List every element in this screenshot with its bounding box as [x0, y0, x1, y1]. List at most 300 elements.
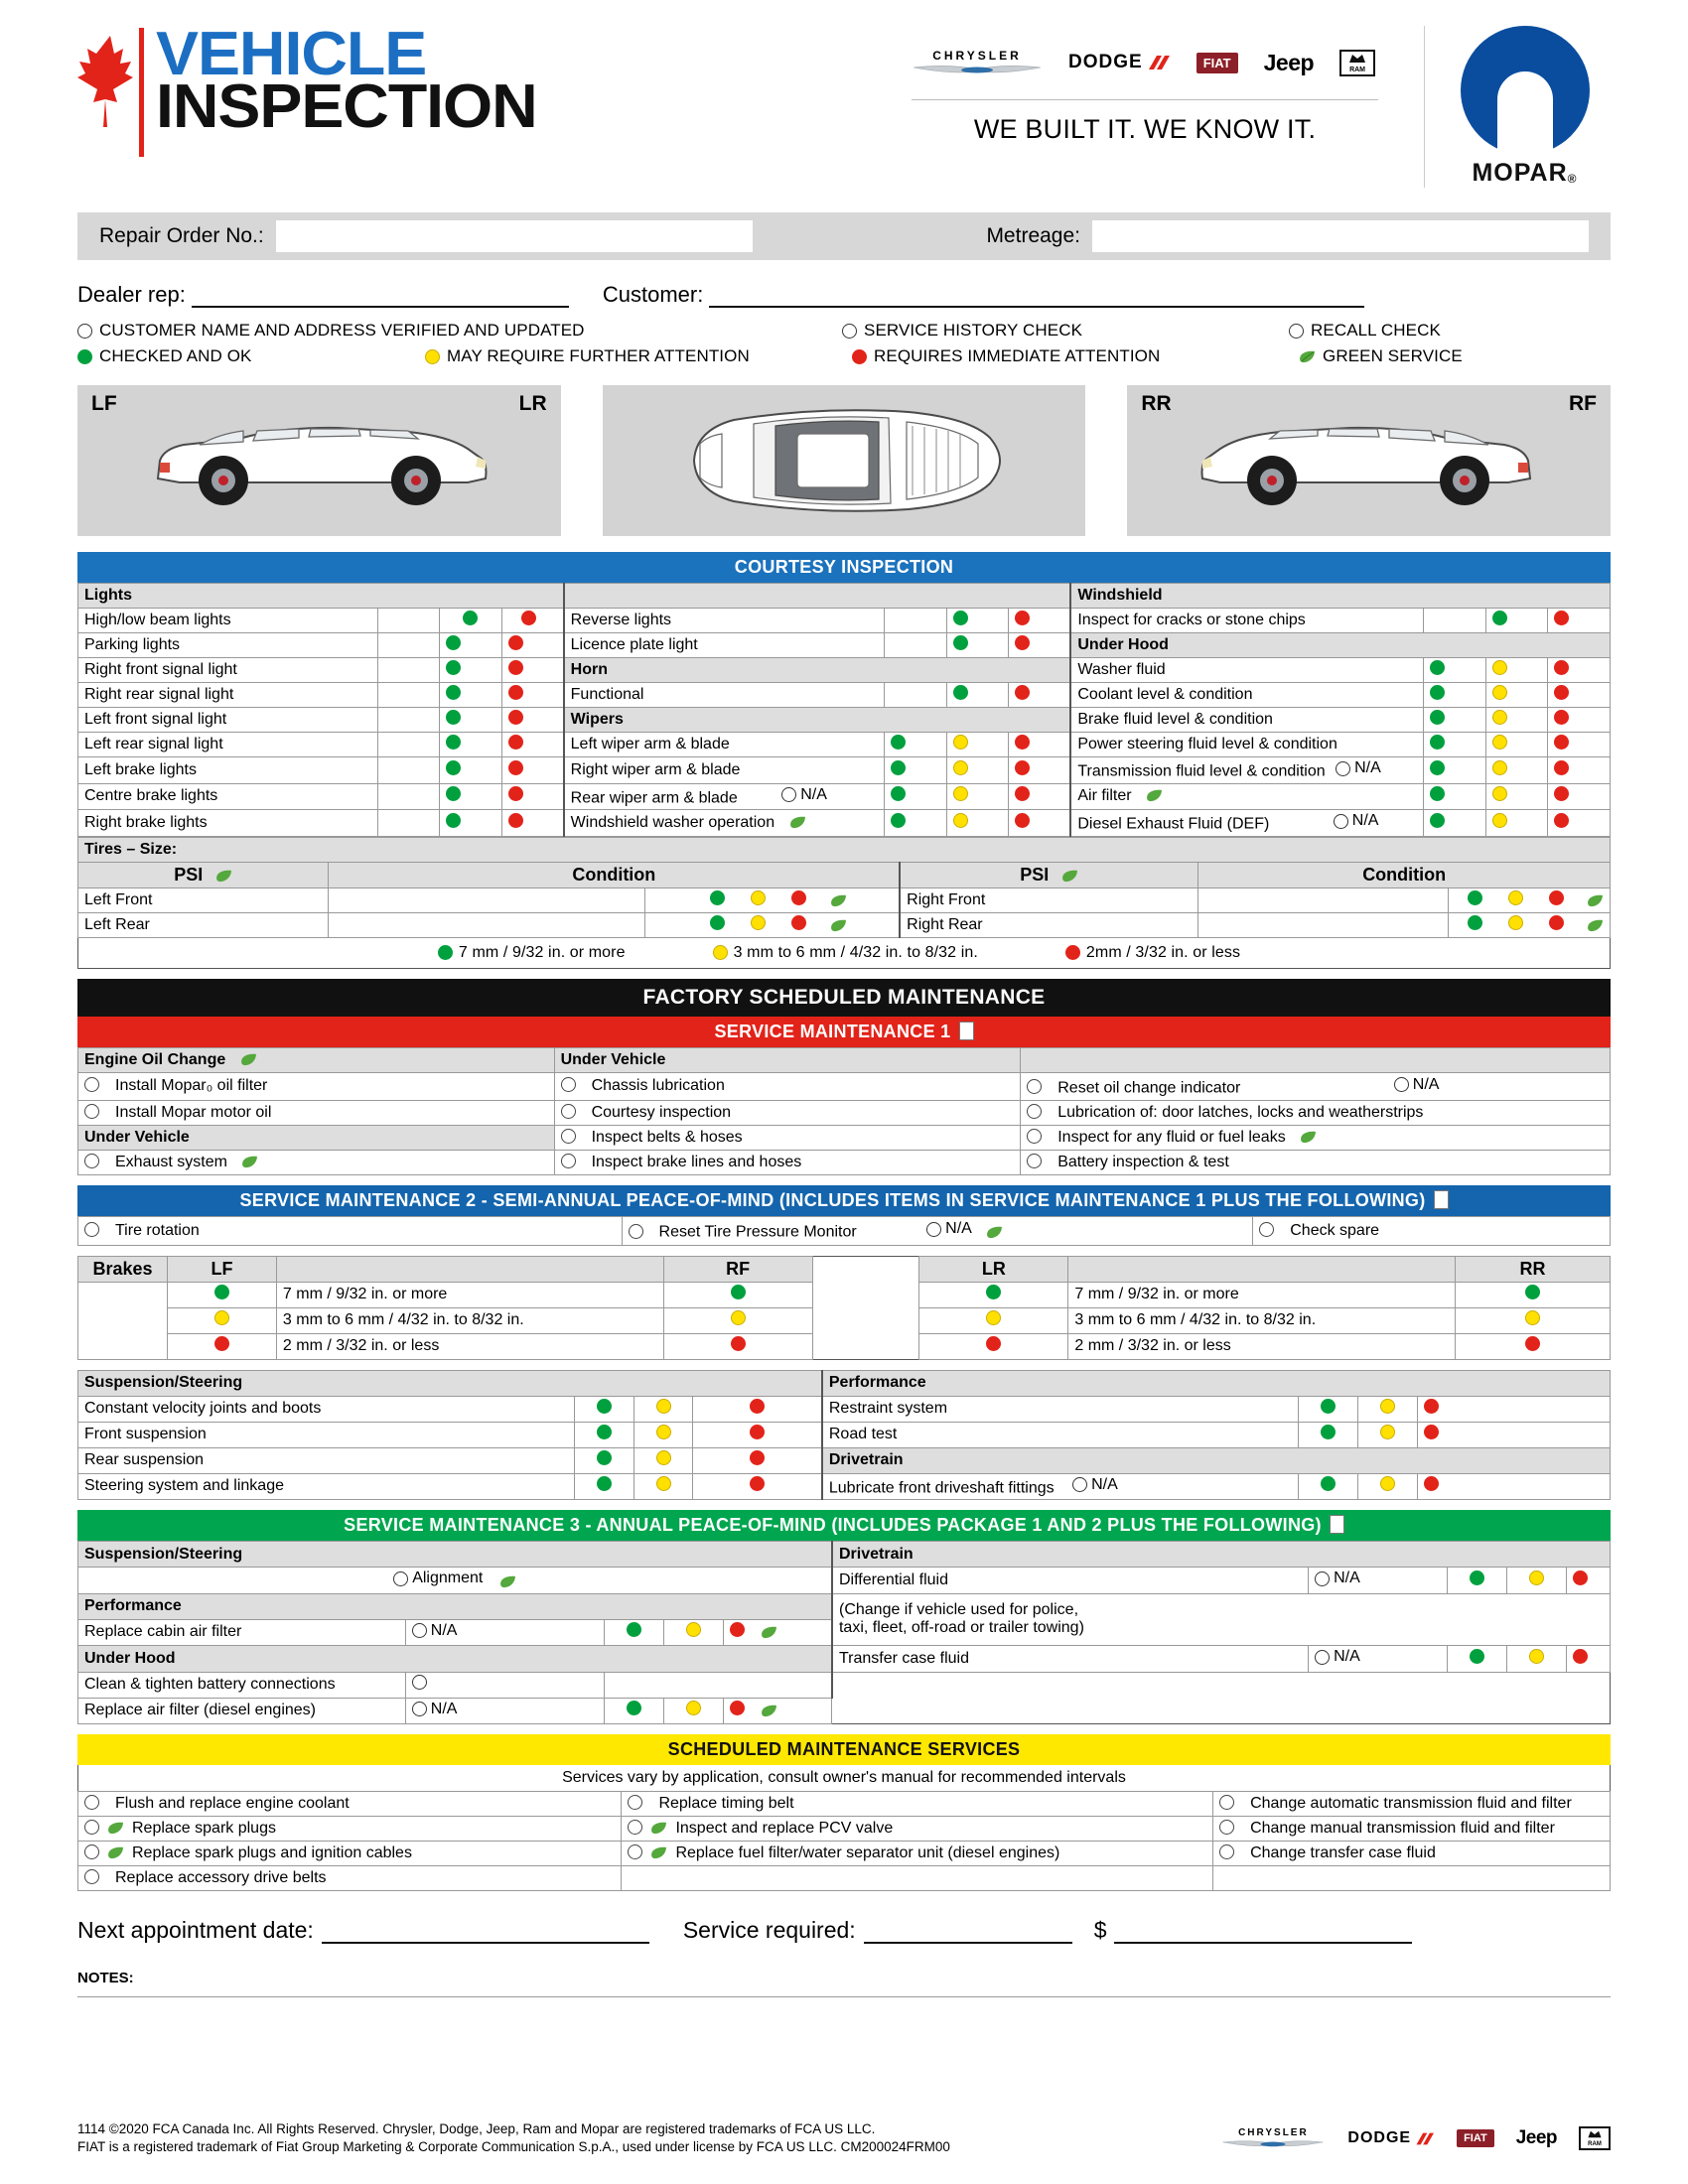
legend-may-require: MAY REQUIRE FURTHER ATTENTION	[425, 346, 842, 366]
metreage-label: Metreage:	[986, 224, 1080, 247]
sm3-item-battery-connections: Clean & tighten battery connections	[78, 1672, 406, 1698]
sm1-item-lubrication-latches[interactable]: Lubrication of: door latches, locks and weatherstrips	[1021, 1101, 1611, 1126]
status-red[interactable]	[1009, 757, 1070, 784]
status-red[interactable]	[693, 1447, 822, 1473]
status-red[interactable]	[1418, 1422, 1611, 1447]
brake-scale-green-left: 7 mm / 9/32 in. or more	[276, 1282, 663, 1307]
brake-scale-red-left: 2 mm / 3/32 in. or less	[276, 1333, 663, 1359]
legend-recall-check[interactable]: RECALL CHECK	[1289, 321, 1441, 341]
status-red[interactable]	[1009, 810, 1070, 837]
status-green[interactable]	[1424, 658, 1485, 683]
radio-unchecked-icon[interactable]	[842, 324, 857, 339]
brake-lf-red[interactable]	[167, 1333, 276, 1359]
status-yellow	[1508, 890, 1523, 905]
tire-psi-left-rear[interactable]	[329, 912, 645, 937]
na-option: Alignment	[393, 1570, 483, 1587]
dealer-customer-row	[77, 282, 1611, 308]
green-leaf-icon	[1061, 870, 1078, 883]
service-maintenance-2-title: SERVICE MAINTENANCE 2 - SEMI-ANNUAL PEACE-OF-MIND (INCLUDES ITEMS IN SERVICE MAINTENANCE 1 PLUS THE FOLLOWING)	[77, 1185, 1611, 1216]
status-yellow[interactable]	[946, 733, 1008, 757]
status-green[interactable]	[574, 1422, 633, 1447]
radio-unchecked-icon	[84, 1222, 99, 1237]
row-front-suspension: Front suspension	[78, 1422, 575, 1447]
status-red[interactable]	[501, 633, 563, 658]
status-red-and-leaf[interactable]	[723, 1698, 832, 1724]
tires-table	[77, 837, 1611, 938]
sm3-item-alignment[interactable]	[78, 1568, 832, 1594]
status-green[interactable]	[440, 683, 501, 708]
na-option[interactable]: N/A	[926, 1220, 972, 1238]
status-red[interactable]	[1418, 1396, 1611, 1422]
sm2-item-check-spare[interactable]: Check spare	[1253, 1217, 1611, 1246]
tire-condition-left-front[interactable]	[645, 887, 901, 912]
service-required-input[interactable]	[864, 1920, 1072, 1944]
radio-unchecked-icon	[1219, 1795, 1234, 1810]
status-red[interactable]	[1009, 733, 1070, 757]
tire-psi-right-front[interactable]	[1198, 887, 1448, 912]
title-block	[77, 20, 537, 157]
row-high-low-beam: High/low beam lights	[78, 609, 378, 633]
status-red[interactable]	[1548, 783, 1611, 810]
service-maintenance-3-title: SERVICE MAINTENANCE 3 - ANNUAL PEACE-OF-MIND (INCLUDES PACKAGE 1 AND 2 PLUS THE FOLLOWING)	[77, 1510, 1611, 1541]
legend-requires-immediate: REQUIRES IMMEDIATE ATTENTION	[852, 346, 1289, 366]
status-red[interactable]	[1009, 783, 1070, 810]
repair-order-bar	[77, 212, 1611, 260]
brakes-table	[77, 1256, 1611, 1360]
status-yellow[interactable]	[1485, 683, 1547, 708]
sched-item-spark-plugs-cables[interactable]: Replace spark plugs and ignition cables	[78, 1842, 622, 1866]
status-green	[1468, 915, 1482, 930]
brake-rr-red[interactable]	[1456, 1333, 1611, 1359]
green-leaf-icon	[1300, 1131, 1317, 1144]
ram-logo: RAM	[1339, 50, 1375, 76]
corner-label-rr: RR	[1141, 392, 1172, 415]
green-leaf-icon	[499, 1575, 516, 1588]
sm1-item-oil-filter[interactable]: Install Mopar₀ oil filter	[78, 1072, 555, 1101]
service-maintenance-1-title: SERVICE MAINTENANCE 1	[77, 1017, 1611, 1047]
dealer-rep-input[interactable]	[192, 284, 569, 308]
status-green[interactable]	[1448, 1568, 1507, 1594]
tread-key-yellow: 3 mm to 6 mm / 4/32 in. to 8/32 in.	[713, 944, 978, 962]
green-status-icon	[438, 945, 453, 960]
radio-unchecked-icon	[84, 1844, 99, 1859]
repair-order-input[interactable]	[276, 220, 753, 252]
row-coolant-level: Coolant level & condition	[1070, 683, 1424, 708]
status-yellow[interactable]	[1485, 757, 1547, 784]
sm3-group-suspension-steering: Suspension/Steering	[78, 1542, 832, 1568]
status-red[interactable]	[501, 609, 563, 633]
status-green[interactable]	[440, 609, 501, 633]
green-leaf-icon	[1587, 919, 1604, 932]
sm3-differential-note: (Change if vehicle used for police, taxi, fleet, off-road or trailer towing)	[832, 1593, 1611, 1646]
scheduled-maintenance-table	[77, 1791, 1611, 1891]
sched-item-manual-trans-fluid[interactable]: Change manual transmission fluid and filter	[1213, 1817, 1611, 1842]
status-red[interactable]	[1009, 633, 1070, 658]
status-green[interactable]	[440, 783, 501, 810]
sm1-item-inspect-belts[interactable]: Inspect belts & hoses	[554, 1126, 1021, 1151]
tire-condition-left-rear[interactable]	[645, 912, 901, 937]
status-red[interactable]	[1418, 1473, 1611, 1500]
status-red[interactable]	[1548, 810, 1611, 837]
dodge-logo: DODGE	[1068, 52, 1171, 73]
status-green[interactable]	[1424, 810, 1485, 837]
status-red	[791, 890, 806, 905]
sm1-item-brake-lines[interactable]: Inspect brake lines and hoses	[554, 1151, 1021, 1175]
tread-key-red: 2mm / 3/32 in. or less	[1065, 944, 1240, 962]
na-option-differential[interactable]: N/A	[1309, 1568, 1448, 1594]
green-leaf-icon	[830, 919, 847, 932]
status-green[interactable]	[1424, 683, 1485, 708]
radio-unchecked-icon	[628, 1795, 642, 1810]
page-title-line1: VEHICLE	[156, 20, 427, 88]
sm1-item-courtesy-inspection[interactable]: Courtesy inspection	[554, 1101, 1021, 1126]
status-red[interactable]	[501, 810, 563, 837]
group-lights: Lights	[78, 584, 564, 609]
customer-input[interactable]	[709, 284, 1364, 308]
status-red[interactable]	[1548, 683, 1611, 708]
radio-unchecked-icon	[926, 1222, 941, 1237]
status-green[interactable]	[946, 633, 1008, 658]
sm2-item-reset-tpm[interactable]: Reset Tire Pressure Monitor N/A	[622, 1217, 1253, 1246]
group-suspension-steering: Suspension/Steering	[78, 1370, 822, 1396]
status-yellow[interactable]	[946, 757, 1008, 784]
status-red[interactable]	[501, 783, 563, 810]
status-yellow[interactable]	[1485, 783, 1547, 810]
status-green[interactable]	[1424, 783, 1485, 810]
status-red[interactable]	[1548, 609, 1611, 633]
row-right-brake-lights: Right brake lights	[78, 810, 378, 837]
green-leaf-icon	[650, 1822, 667, 1835]
status-yellow	[751, 915, 766, 930]
brakes-col-lf: LF	[167, 1256, 276, 1282]
radio-unchecked-icon	[1027, 1154, 1042, 1168]
brake-lr-yellow[interactable]	[919, 1307, 1068, 1333]
radio-unchecked-icon	[1219, 1820, 1234, 1835]
radio-unchecked-icon	[1315, 1650, 1330, 1665]
status-red[interactable]	[501, 683, 563, 708]
tire-psi-left-front[interactable]	[329, 887, 645, 912]
legend-customer-verified[interactable]: CUSTOMER NAME AND ADDRESS VERIFIED AND UPDATED	[77, 321, 832, 341]
scheduled-maintenance-title: SCHEDULED MAINTENANCE SERVICES	[77, 1734, 1611, 1765]
na-option-transfer[interactable]: N/A	[1309, 1646, 1448, 1673]
radio-unchecked-icon	[1027, 1129, 1042, 1144]
status-yellow[interactable]	[946, 810, 1008, 837]
service-maintenance-1-table	[77, 1047, 1611, 1176]
brakes-label: Brakes	[78, 1256, 168, 1282]
brakes-col-lr: LR	[919, 1256, 1068, 1282]
na-option[interactable]: N/A	[1072, 1476, 1118, 1494]
green-leaf-icon	[107, 1846, 124, 1859]
status-green[interactable]	[1299, 1422, 1358, 1447]
tire-row-right-rear: Right Rear	[900, 912, 1198, 937]
customer-label: Customer:	[602, 282, 704, 307]
radio-unchecked-icon	[1072, 1477, 1087, 1492]
sched-item-fuel-filter[interactable]: Replace fuel filter/water separator unit (diesel engines)	[622, 1842, 1213, 1866]
status-green[interactable]	[440, 733, 501, 757]
status-green[interactable]	[440, 810, 501, 837]
na-option[interactable]: N/A	[1394, 1076, 1440, 1094]
metreage-input[interactable]	[1092, 220, 1589, 252]
status-yellow[interactable]	[1485, 708, 1547, 733]
brake-lf-green[interactable]	[167, 1282, 276, 1307]
status-red[interactable]	[1566, 1646, 1610, 1673]
sm3-group-drivetrain: Drivetrain	[832, 1542, 1611, 1568]
service-maintenance-2-table	[77, 1216, 1611, 1246]
status-red[interactable]	[1548, 658, 1611, 683]
sched-item-transfer-case-fluid[interactable]: Change transfer case fluid	[1213, 1842, 1611, 1866]
radio-unchecked-icon	[561, 1129, 576, 1144]
status-green[interactable]	[946, 609, 1008, 633]
sm1-item-motor-oil[interactable]: Install Mopar motor oil	[78, 1101, 555, 1126]
status-green[interactable]	[574, 1396, 633, 1422]
status-legend	[77, 318, 1611, 369]
row-reverse-lights: Reverse lights	[564, 609, 885, 633]
yellow-status-icon	[425, 349, 440, 364]
status-yellow[interactable]	[1507, 1646, 1567, 1673]
condition-header-right: Condition	[1198, 862, 1611, 887]
sm1-item-chassis-lubrication[interactable]: Chassis lubrication	[554, 1072, 1021, 1101]
vehicle-view-top	[603, 385, 1086, 536]
fiat-logo: FIAT	[1196, 53, 1238, 73]
status-green[interactable]	[1299, 1473, 1358, 1500]
status-green	[710, 915, 725, 930]
status-yellow[interactable]	[633, 1447, 693, 1473]
radio-unchecked-icon	[393, 1571, 408, 1586]
row-def: Diesel Exhaust Fluid (DEF) N/A	[1070, 810, 1424, 837]
notes-input[interactable]	[77, 1996, 1611, 1997]
brake-rf-green[interactable]	[663, 1282, 812, 1307]
group-drivetrain: Drivetrain	[822, 1447, 1611, 1473]
sm1-group-engine-oil-change: Engine Oil Change	[78, 1047, 555, 1072]
brake-lr-green[interactable]	[919, 1282, 1068, 1307]
factory-maintenance-title: FACTORY SCHEDULED MAINTENANCE	[77, 979, 1611, 1017]
status-green	[710, 890, 725, 905]
status-red[interactable]	[1548, 757, 1611, 784]
green-leaf-icon	[107, 1822, 124, 1835]
vehicle-side-view-right-icon	[1191, 401, 1548, 520]
radio-unchecked-icon	[1219, 1844, 1234, 1859]
footer-brand-logos	[1220, 2126, 1611, 2150]
brakes-col-rr: RR	[1456, 1256, 1611, 1282]
status-green	[1468, 890, 1482, 905]
group-wipers: Wipers	[564, 708, 1071, 733]
chrysler-logo-footer: CHRYSLER	[1220, 2127, 1326, 2149]
status-red-and-leaf[interactable]	[723, 1619, 832, 1646]
status-red[interactable]	[501, 733, 563, 757]
vehicle-view-left	[77, 385, 561, 536]
na-option[interactable]: N/A	[1334, 812, 1379, 830]
radio-unchecked-icon	[84, 1869, 99, 1884]
brake-rr-yellow[interactable]	[1456, 1307, 1611, 1333]
radio-unchecked-icon	[561, 1077, 576, 1092]
sm1-group-under-vehicle-left: Under Vehicle	[78, 1126, 555, 1151]
row-right-wiper: Right wiper arm & blade	[564, 757, 885, 784]
sm1-item-reset-oil-indicator[interactable]: Reset oil change indicator N/A	[1021, 1072, 1611, 1101]
status-green[interactable]	[574, 1473, 633, 1500]
status-red[interactable]	[1548, 708, 1611, 733]
status-red[interactable]	[693, 1396, 822, 1422]
radio-unchecked-icon	[84, 1795, 99, 1810]
status-red[interactable]	[1548, 733, 1611, 757]
status-green[interactable]	[440, 757, 501, 784]
sm2-checkbox[interactable]	[1434, 1190, 1449, 1209]
radio-unchecked-icon	[84, 1154, 99, 1168]
status-green[interactable]	[440, 633, 501, 658]
status-green[interactable]	[574, 1447, 633, 1473]
next-appointment-input[interactable]	[322, 1920, 649, 1944]
status-red[interactable]	[1566, 1568, 1610, 1594]
row-centre-brake-lights: Centre brake lights	[78, 783, 378, 810]
sched-item-pcv-valve[interactable]: Inspect and replace PCV valve	[622, 1817, 1213, 1842]
green-leaf-icon	[215, 870, 232, 883]
radio-unchecked-icon	[84, 1820, 99, 1835]
status-yellow	[751, 890, 766, 905]
status-yellow[interactable]	[1358, 1422, 1418, 1447]
courtesy-inspection-table	[77, 583, 1611, 837]
status-red[interactable]	[1009, 683, 1070, 708]
sm3-item-replace-air-filter: Replace air filter (diesel engines)	[78, 1698, 406, 1724]
status-red[interactable]	[693, 1473, 822, 1500]
corner-label-lf: LF	[91, 392, 117, 415]
status-green[interactable]	[946, 683, 1008, 708]
status-green[interactable]	[1448, 1646, 1507, 1673]
sched-item-auto-trans-fluid[interactable]: Change automatic transmission fluid and filter	[1213, 1792, 1611, 1817]
dollar-label: $	[1093, 1917, 1107, 1943]
status-red	[1549, 890, 1564, 905]
radio-unchecked-icon	[84, 1077, 99, 1092]
status-red[interactable]	[693, 1422, 822, 1447]
scheduled-maintenance-subtitle: Services vary by application, consult owner's manual for recommended intervals	[77, 1765, 1611, 1791]
row-lubricate-driveshaft: Lubricate front driveshaft fittings N/A	[822, 1473, 1299, 1500]
row-windshield-washer-operation: Windshield washer operation	[564, 810, 885, 837]
group-performance: Performance	[822, 1370, 1611, 1396]
status-yellow[interactable]	[1358, 1396, 1418, 1422]
status-green[interactable]	[1485, 609, 1547, 633]
row-air-filter: Air filter	[1070, 783, 1424, 810]
radio-unchecked-icon[interactable]	[77, 324, 92, 339]
sm1-item-fluid-leaks[interactable]: Inspect for any fluid or fuel leaks	[1021, 1126, 1611, 1151]
status-green[interactable]	[1299, 1396, 1358, 1422]
status-yellow[interactable]	[946, 783, 1008, 810]
status-red[interactable]	[501, 757, 563, 784]
sm3-group-under-hood: Under Hood	[78, 1646, 832, 1673]
tire-row-left-front: Left Front	[78, 887, 329, 912]
status-red[interactable]	[501, 658, 563, 683]
status-green[interactable]	[440, 708, 501, 733]
sm1-item-exhaust-system[interactable]: Exhaust system	[78, 1151, 555, 1175]
row-left-brake-lights: Left brake lights	[78, 757, 378, 784]
status-green[interactable]	[604, 1619, 663, 1646]
status-green[interactable]	[1424, 733, 1485, 757]
status-yellow[interactable]	[1485, 733, 1547, 757]
row-brake-fluid: Brake fluid level & condition	[1070, 708, 1424, 733]
sm3-item-transfer-case-fluid: Transfer case fluid	[832, 1646, 1309, 1673]
green-leaf-icon	[1299, 350, 1316, 363]
na-option-cabin[interactable]: N/A	[405, 1619, 604, 1646]
status-green[interactable]	[440, 658, 501, 683]
brake-rf-red[interactable]	[663, 1333, 812, 1359]
status-red[interactable]	[1009, 609, 1070, 633]
sm2-item-tire-rotation[interactable]: Tire rotation	[78, 1217, 623, 1246]
status-green[interactable]	[885, 810, 946, 837]
jeep-logo-footer: Jeep	[1515, 2127, 1557, 2148]
status-yellow[interactable]	[1485, 658, 1547, 683]
radio-unchecked-icon	[1394, 1077, 1409, 1092]
tire-psi-right-rear[interactable]	[1198, 912, 1448, 937]
battery-checkbox[interactable]	[405, 1672, 604, 1698]
dodge-logo-footer: DODGE	[1347, 2129, 1435, 2147]
status-green[interactable]	[885, 783, 946, 810]
status-yellow[interactable]	[663, 1698, 723, 1724]
dollar-input[interactable]	[1114, 1920, 1412, 1944]
row-left-rear-signal: Left rear signal light	[78, 733, 378, 757]
radio-unchecked-icon[interactable]	[1289, 324, 1304, 339]
green-leaf-icon	[789, 816, 806, 829]
status-yellow[interactable]	[1507, 1568, 1567, 1594]
row-restraint-system: Restraint system	[822, 1396, 1299, 1422]
na-option[interactable]: N/A	[781, 786, 827, 804]
brake-rr-green[interactable]	[1456, 1282, 1611, 1307]
row-power-steering-fluid: Power steering fluid level & condition	[1070, 733, 1424, 757]
row-inspect-cracks: Inspect for cracks or stone chips	[1070, 609, 1424, 633]
sm3-checkbox[interactable]	[1330, 1515, 1344, 1534]
status-yellow[interactable]	[633, 1396, 693, 1422]
status-green[interactable]	[1424, 757, 1485, 784]
sm1-item-battery-inspection[interactable]: Battery inspection & test	[1021, 1151, 1611, 1175]
status-yellow[interactable]	[633, 1422, 693, 1447]
status-yellow[interactable]	[633, 1473, 693, 1500]
notes-label: NOTES:	[77, 1970, 134, 1986]
sched-item-spark-plugs[interactable]: Replace spark plugs	[78, 1817, 622, 1842]
radio-unchecked-icon	[84, 1104, 99, 1119]
status-yellow[interactable]	[1358, 1473, 1418, 1500]
status-yellow[interactable]	[663, 1619, 723, 1646]
green-leaf-icon	[830, 894, 847, 907]
tire-row-left-rear: Left Rear	[78, 912, 329, 937]
status-green[interactable]	[604, 1698, 663, 1724]
footer-appointment-row	[77, 1917, 1611, 1944]
radio-unchecked-icon	[412, 1675, 427, 1690]
condition-header-left: Condition	[329, 862, 900, 887]
next-appointment-label: Next appointment date:	[77, 1917, 314, 1943]
status-yellow[interactable]	[1485, 810, 1547, 837]
green-leaf-icon	[986, 1226, 1003, 1239]
legend-service-history[interactable]: SERVICE HISTORY CHECK	[842, 321, 1279, 341]
brake-lr-red[interactable]	[919, 1333, 1068, 1359]
radio-unchecked-icon	[1336, 761, 1350, 776]
na-option[interactable]: N/A	[1336, 759, 1381, 777]
brakes-col-rf: RF	[663, 1256, 812, 1282]
status-red[interactable]	[501, 708, 563, 733]
brake-lf-yellow[interactable]	[167, 1307, 276, 1333]
status-green[interactable]	[1424, 708, 1485, 733]
na-option-airfilter[interactable]: N/A	[405, 1698, 604, 1724]
sched-item-drive-belts[interactable]: Replace accessory drive belts	[78, 1866, 622, 1891]
status-green[interactable]	[885, 757, 946, 784]
suspension-performance-table	[77, 1370, 1611, 1501]
brake-rf-yellow[interactable]	[663, 1307, 812, 1333]
brake-scale-yellow-right: 3 mm to 6 mm / 4/32 in. to 8/32 in.	[1068, 1307, 1456, 1333]
sm1-checkbox[interactable]	[959, 1022, 974, 1040]
row-transmission-fluid: Transmission fluid level & condition N/A	[1070, 757, 1424, 784]
status-green[interactable]	[885, 733, 946, 757]
tire-condition-right-front[interactable]	[1448, 887, 1611, 912]
row-steering-linkage: Steering system and linkage	[78, 1473, 575, 1500]
tire-condition-right-rear[interactable]	[1448, 912, 1611, 937]
radio-unchecked-icon	[628, 1844, 642, 1859]
sched-item-timing-belt[interactable]: Replace timing belt	[622, 1792, 1213, 1817]
sched-item-flush-coolant[interactable]: Flush and replace engine coolant	[78, 1792, 622, 1817]
